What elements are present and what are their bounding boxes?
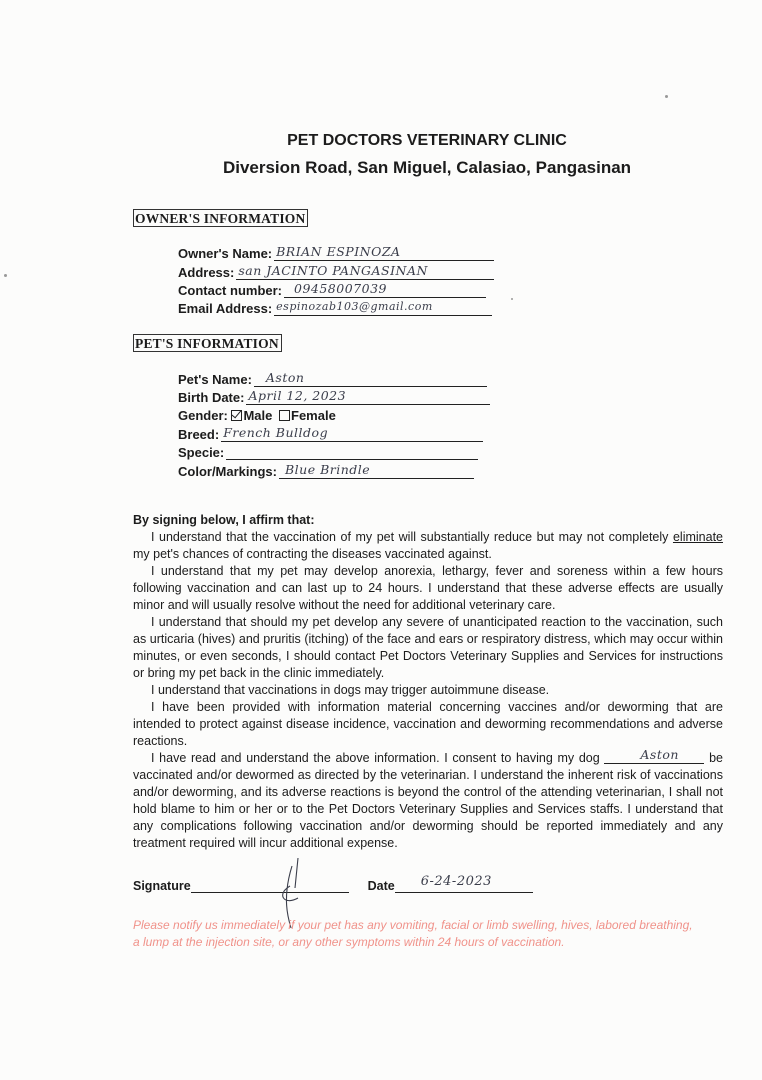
color-markings-field: Color/Markings: Blue Brindle	[178, 463, 474, 481]
pet-section-heading: PET'S INFORMATION	[133, 334, 282, 352]
consent-paragraph-5: I have been provided with information material concerning vaccines and/or deworming that are intended to protect against disease incidence, vaccination and deworming recommendations and adverse reactions.	[133, 700, 723, 748]
specie-field: Specie:	[178, 444, 478, 462]
date-label: Date	[367, 879, 395, 893]
date-line[interactable]	[395, 874, 533, 893]
address-field: Address: san JACINTO PANGASINAN	[178, 264, 494, 282]
notification-note: Please notify us immediately if your pet has any vomiting, facial or limb swelling, hives, labored breathing, a lump at the injection site, or any other symptoms within 24 hours of vaccination.	[133, 918, 693, 949]
scan-speck	[4, 274, 7, 277]
consent-intro: By signing below, I affirm that:	[133, 513, 315, 527]
consent-paragraph-2: I understand that my pet may develop anorexia, lethargy, fever and soreness within a few hours following vaccination and can last up to 24 hours. I understand that these adverse effects are usually minor and will usually resolve without the need for additional veterinary care.	[133, 564, 723, 612]
color-markings-value: Blue Brindle	[284, 462, 371, 477]
consent-paragraph-1: I understand that the vaccination of my pet will substantially reduce but may not completely eliminate my pet's chances of contracting the diseases vaccinated against.	[133, 530, 723, 561]
signature-row	[133, 874, 533, 893]
email-field: Email Address: espinozab103@gmail.com	[178, 300, 492, 318]
pet-name-field: Pet's Name: Aston	[178, 371, 487, 389]
owner-section-heading: OWNER'S INFORMATION	[133, 209, 308, 227]
signature-label: Signature	[133, 879, 191, 893]
birth-date-field: Birth Date: April 12, 2023	[178, 389, 490, 407]
dog-name-blank	[604, 747, 704, 764]
breed-value: French Bulldog	[223, 425, 329, 440]
owner-name-value: BRIAN ESPINOZA	[276, 244, 401, 259]
dog-name-value: Aston	[640, 747, 679, 762]
signature-line[interactable]	[191, 878, 349, 893]
scan-speck	[511, 298, 513, 300]
contact-number-field: Contact number: 09458007039	[178, 282, 486, 300]
breed-field: Breed: French Bulldog	[178, 426, 483, 444]
birth-date-value: April 12, 2023	[248, 388, 347, 403]
address-value: san JACINTO PANGASINAN	[238, 263, 428, 278]
consent-paragraph-4: I understand that vaccinations in dogs may trigger autoimmune disease.	[151, 683, 550, 697]
consent-paragraph-3: I understand that should my pet develop any severe of unanticipated reaction to the vaccination, such as urticaria (hives) and pruritis (itching) of the face and ears or respiratory distress, which may occur within minutes, or even seconds, I should contact Pet Doctors Veterinary Supplies and Services for instructions or bring my pet back in the clinic immediately.	[133, 615, 723, 680]
male-checkbox[interactable]	[231, 410, 242, 421]
consent-paragraph-6: I have read and understand the above information. I consent to having my dog Aston be vaccinated and/or dewormed as directed by the veterinarian. I understand the inherent risk of vaccinations and/or deworming, and its adverse reactions is beyond the control of the attending veterinarian, I shall not hold blame to him or her or to the Pet Doctors Veterinary Supplies and Services staffs. I understand that any complications following vaccination and/or deworming should be reported immediately and any treatment required will incur additional expense.	[133, 747, 723, 850]
female-checkbox[interactable]	[279, 410, 290, 421]
male-label: Male	[243, 408, 273, 423]
consent-statement	[133, 512, 723, 852]
clinic-address: Diversion Road, San Miguel, Calasiao, Pangasinan	[222, 158, 632, 177]
pet-name-value: Aston	[265, 370, 305, 385]
scan-speck	[665, 95, 668, 98]
owner-name-field: Owner's Name: BRIAN ESPINOZA	[178, 245, 494, 263]
email-value: espinozab103@gmail.com	[276, 300, 433, 313]
clinic-name: PET DOCTORS VETERINARY CLINIC	[287, 132, 567, 149]
contact-number-value: 09458007039	[294, 281, 387, 296]
female-label: Female	[291, 408, 336, 423]
date-value: 6-24-2023	[420, 874, 492, 889]
gender-field: Gender: Male Female	[178, 408, 336, 423]
